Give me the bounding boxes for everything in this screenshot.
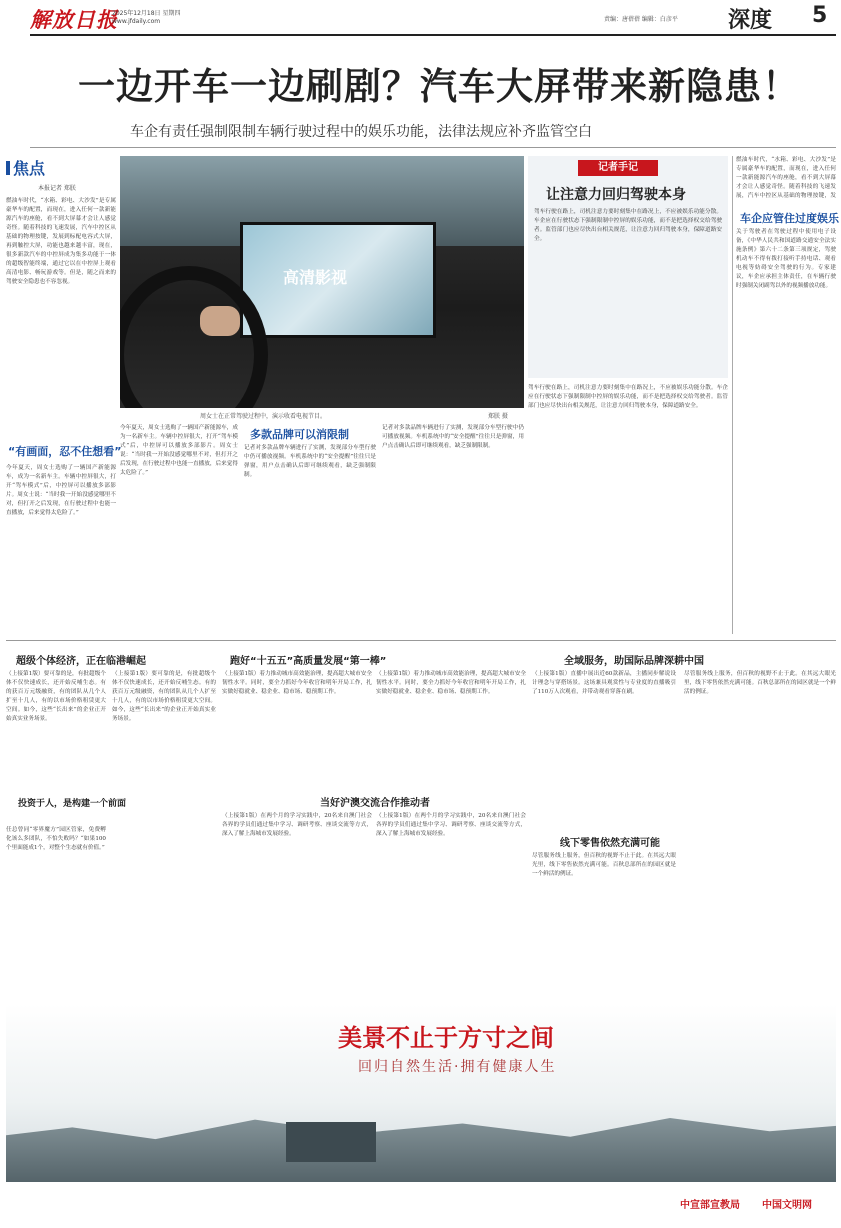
bottom-col2-title: 跑好“十五五”高质量发展“第一棒”	[230, 656, 387, 667]
focus-tag-label: 焦点	[13, 159, 46, 178]
page-number: 5	[812, 3, 828, 28]
bottom-col2-body: （上接第1版）着力推动城市高效能治理，提高超大城市安全韧性水平。同时，要全力抓好今年收官和明年开局工作，扎实做好稳就业、稳企业、稳市场、稳预期工作。	[222, 671, 372, 695]
bottom-col3b-body: 尽管服务线上服务，但百秋的视野不止于此。在其远大眼光里，线下零售依然充满可能。百秋总部所在的园区就是一个鲜活的例证。	[684, 671, 836, 695]
bottom-col2-sub-body: （上接第1版）在两个月的学习实践中，20名来自澳门社会各界的学员们通过集中学习、调研考察、座谈交流等方式，深入了解上海城市发展经验。	[222, 813, 372, 837]
commentary-title: 让注意力回归驾驶本身	[546, 187, 686, 203]
sub3-body: 关于驾驶者在驾驶过程中使用电子设备，《中华人民共和国道路交通安全法实施条例》第六十二条第三项规定，驾驶机动车不得有拨打接听手持电话、观看电视等妨碍安全驾驶的行为。专家建议，车企应承担主体责任，在车辆行驶时强制关闭副驾以外的视频播放功能。	[736, 229, 836, 289]
bottom-col1-sub-body: 任总曾同“零界魔方”园区管家，免费孵化该么多团队，不怕失败吗？“如果100个里面能成1个，对整个生态就有价值。”	[6, 827, 106, 851]
promo-scenery	[6, 1104, 836, 1182]
focus-byline: 本报记者 郑朕	[38, 185, 76, 192]
photo-credit: 郑朕 摄	[488, 413, 508, 420]
driver-hand	[200, 306, 240, 336]
col2-body: 今年夏天，周女士选购了一辆国产新能源车，成为一名新车主。车辆中控屏很大，打开“驾车模式”后，中控屏可以播放多部影片。周女士说：“当时我一开始没感觉哪里不对，但打开之后发现，在行驶过程中也能一直播放，后来觉得太危险了。”	[120, 425, 238, 476]
bottom-col1-body: （上接第1版）要可靠的是，有批超级个体不仅快速成长，还开始反哺生态。有的获百万元级融资，有的团队从几个人扩至十几人，有的以市场价格租赁更大空间。如今，这些“长出来”的企业正开始真实业务场景。	[6, 671, 106, 722]
bottom-col3-title: 全域服务，助国际品牌深耕中国	[564, 656, 704, 667]
sub3-title: 车企应管住过度娱乐	[740, 212, 839, 225]
promo-banner	[6, 1004, 836, 1182]
newspaper-logo: 解放日报	[30, 7, 118, 32]
col4-body: 记者对多款品牌车辆进行了实测，发现部分车型行驶中仍可播放视频。车机系统中的“安全提醒”往往只是弹窗，用户点击确认后即可继续观看，缺乏强制限制。	[382, 425, 524, 449]
website-link[interactable]: www.jfdaily.com	[112, 18, 161, 25]
dashboard-screen	[240, 222, 436, 338]
column-divider	[732, 156, 733, 634]
commentary-body: 驾车行驶在路上，司机注意力要时刻集中在路况上，不应被娱乐功能分散。车企应在行驶状态下强制限制中控屏的娱乐功能，而不是把选择权交给驾驶者。监管部门也应尽快出台相关规范，让注意力回归驾驶本身，保障道路安全。	[534, 209, 722, 242]
mid-rule	[6, 640, 836, 641]
screen-text: 高清影视	[283, 268, 348, 287]
sub2-body: 记者对多款品牌车辆进行了实测，发现部分车型行驶中仍可播放视频。车机系统中的“安全提醒”往往只是弹窗，用户点击确认后即可继续观看，缺乏强制限制。	[244, 445, 376, 478]
focus-body: 燃油车时代，“水箱、彩电、大沙发”是专属豪华车的配置，而现在，进入任何一款新能源汽车的座舱，看不到大屏幕才会让人感觉奇怪。随着科技的飞速发展，汽车中控区从基础的物理按键，发展到标配电容式大屏，再到触控大屏，功能也越来越丰富，现在，很多新款汽车的中控屏成为集多功能于一体的超级智能终端，通过它以在中控屏上观看高清电影、畅玩游戏等。但是，随之而来的驾驶安全隐患也不容忽视。	[6, 198, 116, 285]
focus-marker-icon	[6, 161, 10, 175]
date-line: 2025年12月18日 星期四	[112, 10, 181, 17]
deck: 车企有责任强制限制车辆行驶过程中的娱乐功能，法律法规应补齐监管空白	[130, 124, 592, 140]
masthead-rule	[30, 34, 836, 36]
footer-left: 中宣部宣教局	[680, 1200, 740, 1211]
col5-body: 驾车行驶在路上，司机注意力要时刻集中在路况上，不应被娱乐功能分散。车企应在行驶状态下强制限制中控屏的娱乐功能，而不是把选择权交给驾驶者。监管部门也应尽快出台相关规范，让注意力回归驾驶本身，保障道路安全。	[528, 385, 728, 409]
focus-tag	[6, 156, 45, 179]
sub1-title: “有画面，忍不住想看”	[8, 445, 122, 458]
promo-subtitle: 回归自然生活·拥有健康人生	[358, 1059, 557, 1075]
bottom-col2-sub: 当好沪澳交流合作推动者	[320, 798, 430, 809]
bottom-col3-body: （上接第1版）直播中展出近60款新品，主播同步解说设计理念与穿搭场景。这场兼具观赏性与专业度的直播吸引了110万人次观看，并带动观看穿落在刷。	[532, 671, 676, 695]
footer-right: 中国文明网	[762, 1200, 812, 1211]
bottom-col1b-body: （上接第1版）要可靠的是，有批超级个体不仅快速成长，还开始反哺生态。有的获百万元级融资，有的团队从几个人扩至十几人，有的以市场价格租赁更大空间。如今，这些“长出来”的企业正开始真实业务场景。	[112, 671, 216, 722]
right-intro: 燃油车时代，“水箱、彩电、大沙发”是专属豪华车的配置，而现在，进入任何一款新能源汽车的座舱，看不到大屏幕才会让人感觉奇怪。随着科技的飞速发展，汽车中控区从基础的物理按键，发	[736, 157, 836, 199]
bottom-col1-title: 超级个体经济，正在临港崛起	[16, 656, 146, 667]
editor-credits: 责编：唐蓓蓓 编辑：白彦平	[604, 16, 678, 23]
article-photo	[120, 156, 524, 408]
bottom-col3-sub: 线下零售依然充满可能	[560, 838, 660, 849]
commentary-box	[528, 156, 728, 378]
bottom-col3-sub-body: 尽管服务线上服务，但百秋的视野不止于此。在其远大眼光里，线下零售依然充满可能。百秋总部所在的园区就是一个鲜活的例证。	[532, 853, 676, 877]
bottom-col1-sub: 投资于人，是构建一个前面	[18, 799, 127, 809]
commentary-label: 记者手记	[578, 160, 658, 176]
headline-rule	[30, 147, 836, 148]
sub2-title: 多款品牌可以消限制	[250, 428, 349, 441]
bottom-col2c-body: （上接第1版）在两个月的学习实践中，20名来自澳门社会各界的学员们通过集中学习、调研考察、座谈交流等方式，深入了解上海城市发展经验。	[376, 813, 526, 837]
sub1-body: 今年夏天，周女士选购了一辆国产新能源车，成为一名新车主。车辆中控屏很大，打开“驾车模式”后，中控屏可以播放多部影片。周女士说：“当时我一开始没感觉哪里不对，但打开之后发现，在行驶过程中也能一直播放，后来觉得太危险了。”	[6, 465, 116, 516]
promo-title: 美景不止于方寸之间	[338, 1023, 554, 1052]
main-headline: 一边开车一边刷剧？汽车大屏带来新隐患！	[78, 65, 800, 108]
bottom-col2b-body: （上接第1版）着力推动城市高效能治理，提高超大城市安全韧性水平。同时，要全力抓好今年收官和明年开局工作，扎实做好稳就业、稳企业、稳市场、稳预期工作。	[376, 671, 526, 695]
promo-building	[286, 1122, 376, 1162]
photo-caption: 周女士在正常驾驶过程中，演示收看电视节目。	[200, 413, 327, 420]
section-name: 深度	[728, 8, 773, 33]
